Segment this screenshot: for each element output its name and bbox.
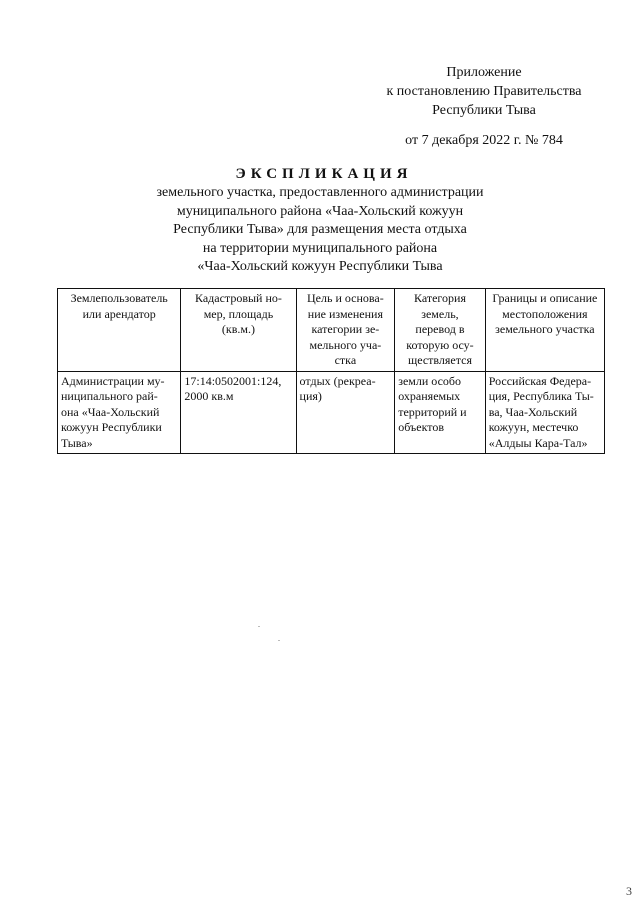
subtitle-line: Республики Тыва» для размещения места отдыха [173, 222, 467, 237]
header-line: земельного участка [495, 322, 595, 336]
header-cadastral-number [181, 289, 296, 372]
header-line: ществляется [407, 353, 472, 367]
header-line: ние изменения [307, 306, 383, 321]
header-land-user [58, 289, 181, 372]
cell-line: земли особо [398, 373, 462, 388]
header-line: мер, площадь [203, 306, 274, 321]
cell-boundaries [485, 371, 604, 454]
explication-table [57, 288, 605, 454]
appendix-date: от 7 декабря 2022 г. № 784 [405, 133, 563, 148]
title-block [0, 164, 640, 277]
cell-line: территорий и [398, 404, 467, 419]
cell-line: ва, Чаа-Хольский [488, 404, 578, 419]
header-line: или арендатор [82, 306, 156, 321]
document-title: ЭКСПЛИКАЦИЯ [235, 166, 413, 182]
cell-line: ниципального рай- [61, 389, 158, 403]
cell-line: кожуун, местечко [488, 420, 579, 434]
header-line: Землепользователь [70, 291, 168, 305]
cell-line: она «Чаа-Хольский [61, 404, 160, 419]
cell-line: Администрации му- [61, 373, 165, 388]
table-row [58, 371, 605, 454]
appendix-decree-ref: к постановлению Правительства [386, 84, 582, 99]
document-subtitle [0, 184, 640, 277]
header-line: (кв.м.) [221, 322, 255, 336]
header-line: перевод в [415, 322, 465, 336]
subtitle-line: земельного участка, предоставленного администрации [156, 185, 484, 200]
cell-line: ция) [299, 389, 322, 403]
cell-line: ция, Республика Ты- [488, 389, 594, 403]
header-line: Категория [413, 291, 466, 305]
header-line: мельного уча- [309, 337, 382, 352]
header-line: Границы и описание [492, 291, 598, 305]
cell-line: Российская Федера- [488, 373, 592, 388]
cell-line: 2000 кв.м [184, 389, 234, 403]
table-header-row [58, 289, 605, 372]
cell-line: кожуун Республики [61, 420, 162, 434]
appendix-label: Приложение [446, 65, 522, 80]
cell-land-user [58, 371, 181, 454]
header-purpose [296, 289, 395, 372]
cell-cadastral-number [181, 371, 296, 454]
header-line: стка [334, 353, 357, 367]
page-number: 3 [626, 884, 632, 898]
subtitle-line: муниципального района «Чаа-Хольский кожуун [176, 203, 464, 219]
header-line: местоположения [502, 306, 588, 321]
cell-land-category [395, 371, 485, 454]
cell-line: охраняемых [398, 389, 461, 403]
subtitle-line: на территории муниципального района [202, 240, 438, 256]
cell-line: объектов [398, 420, 444, 434]
cell-line: отдых (рекреа- [299, 373, 376, 388]
header-line: которую осу- [406, 337, 474, 352]
header-line: Цель и основа- [307, 291, 384, 305]
cell-line: 17:14:0502001:124, [184, 373, 282, 388]
cell-line: Тыва» [61, 435, 93, 450]
scan-speck [278, 640, 280, 641]
header-boundaries [485, 289, 604, 372]
appendix-block [364, 63, 604, 150]
cell-purpose [296, 371, 395, 454]
header-land-category [395, 289, 485, 372]
appendix-government: Республики Тыва [432, 103, 536, 118]
cell-line: «Алдыы Кара-Тал» [488, 435, 588, 450]
subtitle-line: «Чаа-Хольский кожуун Республики Тыва [197, 259, 443, 274]
header-line: Кадастровый но- [195, 291, 282, 305]
header-line: земель, [421, 306, 459, 321]
scan-speck [258, 626, 260, 627]
header-line: категории зе- [311, 322, 380, 336]
